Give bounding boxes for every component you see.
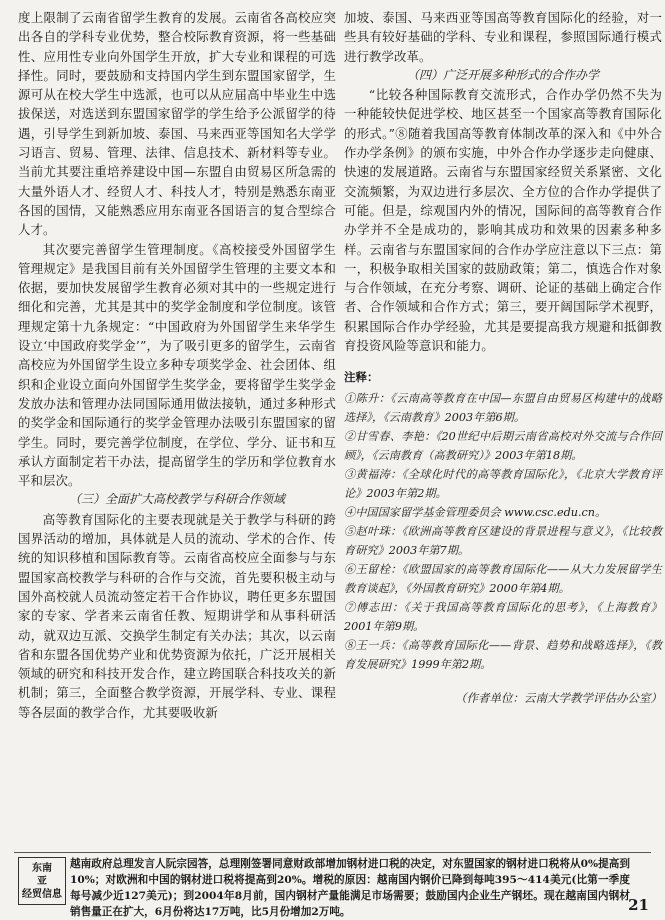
box-line: 经贸信息 (22, 888, 62, 900)
notes-title: 注释： (344, 370, 379, 385)
paragraph: 其次要完善留学生管理制度。《高校接受外国留学生管理规定》是我国目前有关外国留学生管理的主要文本和依据，要加快发展留学生教育必须对其中的一些规定进行细化和完善，尤其是其中的奖学金制度和学位制度。该管理规定第十九条规定：“中国政府为外国留学生来华学生设立‘中国政府奖学金’”，为了吸引更多的留学生，云南省高校应为外国留学生设立多种专项奖学金、社会团体、组织和企业设立面向外国留学生奖学金，要将留学生奖学金发放办法和管理办法同国际通用做法接轨，通过多种形式的奖学金和国际通行的奖学金管理办法吸引东盟国家的留学生。同时，要完善学位制度，在学位、学分、证书和互承认方面制定若干办法，提高留学生的学历和学位教育水平和层次。 (18, 241, 336, 489)
left-column (18, 8, 336, 722)
author-unit: （作者单位：云南大学教学评估办公室） (455, 691, 662, 706)
paragraph: “比较各种国际教育交流形式，合作办学仍然不失为一种能较快促进学校、地区甚至一个国家高等教育国际化的形式。”⑧随着我国高等教育体制改革的深入和《中外合作办学条例》的颁布实施，中外合作办学逐步走向健康、快速的发展道路。云南省与东盟国家经贸关系紧密、文化交流频繁，为双边进行多层次、全方位的合作办学提供了可能。但是，综观国内外的情况，国际间的高等教育合作办学并不全是成功的，影响其成功和效果的因素多种多样。云南省与东盟国家间的合作办学应注意以下三点：第一，积极争取相关国家的鼓励政策；第二，慎选合作对象与合作领域，在充分考察、调研、论证的基础上确定合作者、合作领域和合作方式；第三，要开阔国际学术视野，积累国际合作办学经验，尤其是要提高我方规避和抵御教育投资风险等意识和能力。 (344, 87, 662, 354)
paragraph: 高等教育国际化的主要表现就是关于教学与科研的跨国界活动的增加，具体就是人员的流动、学术的合作、传统的知识移植和国际教育等。云南省高校应全面参与与东盟国家高校教学与科研的合作与交流，首先要积极主动与国外高校就人员流动签定若干合作协议，聘任更多东盟国家的专家、学者来云南省任教、短期讲学和从事科研活动，就双边互派、交换学生制定有关办法；其次，以云南省和东盟各国优势产业和优势资源为依托，广泛开展相关领域的研究和科技开发合作，建立跨国联合科技攻关的新机制；第三，全面整合教学资源，开展学科、专业、课程等各层面的教学合作，尤其要吸收新 (18, 511, 336, 720)
note-item: ①陈升：《云南高等教育在中国—东盟自由贸易区构建中的战略选择》，《云南教育》2003年第6期。 (344, 392, 662, 425)
note-item: ⑤赵叶珠：《欧洲高等教育区建设的背景进程与意义》，《比较教育研究》2003年第7期。 (344, 525, 662, 558)
note-item: ③黄福涛：《全球化时代的高等教育国际化》，《北京大学教育评论》2003年第2期。 (344, 468, 662, 501)
paragraph: 度上限制了云南省留学生教育的发展。云南省各高校应突出各自的学科专业优势，整合校际教育资源，将一些基础性、应用性专业向外国学生开放，扩大专业和课程的可选择性。同时，要鼓励和支持国内学生到东盟国家留学，生源可从在校大学生中选派，也可以从应届高中毕业生中选拔保送，对选送到东盟国家留学的学生给予公派留学的待遇，引导学生到新加坡、泰国、马来西亚等国知名大学学习语言、贸易、管理、法律、信息技术、新材料等专业。当前尤其要注重培养建设中国—东盟自由贸易区所急需的大量外语人才、经贸人才、科技人才，特别是熟悉东南亚各国的国情，又能熟悉应用东南亚各国语言的复合型综合人才。 (18, 10, 336, 238)
box-line: 东南 (32, 862, 52, 874)
paragraph: 加坡、泰国、马来西亚等国高等教育国际化的经验，对一些具有较好基础的学科、专业和课程，参照国际通行模式进行教学改革。 (344, 10, 662, 64)
note-item: ⑦傅志田：《关于我国高等教育国际化的思考》，《上海教育》2001年第9期。 (344, 601, 662, 634)
section-heading: （四）广泛开展多种形式的合作办学 (406, 67, 599, 82)
footer-divider (14, 852, 651, 853)
page-number: 21 (628, 896, 649, 914)
note-item: ⑥王留栓：《欧盟国家的高等教育国际化——从大力发展留学生教育谈起》，《外国教育研究》2000年第4期。 (344, 563, 662, 596)
right-column (344, 8, 662, 706)
news-strip: 越南政府总理发言人阮宗园答，总理刚签署同意财政部增加钢材进口税的决定，对东盟国家的钢材进口税将从0%提高到10%；对欧洲和中国的钢材进口税将提高到20%。增税的原因：越南国内钢价已降到每吨395～414美元(比第一季度每号减少近127美元)；到2004年8月前，国内钢材产量能满足市场需要；鼓励国内企业生产钢坯。现在越南国内钢材销售量正在扩大，6月份将达17万吨，比5月份增加2万吨。 (70, 858, 630, 918)
news-box-logo (18, 857, 66, 905)
note-item: ④中国国家留学基金管理委员会 www.csc.edu.cn。 (344, 506, 607, 520)
note-item: ⑧王一兵：《高等教育国际化——背景、趋势和战略选择》，《教育发展研究》1999年第2期。 (344, 639, 662, 672)
note-item: ②甘雪春、李艳：《20世纪中后期云南省高校对外交流与合作回顾》，《云南教育（高教研究）》2003年第18期。 (344, 430, 662, 463)
notes-section (344, 369, 662, 674)
box-line: 亚 (37, 875, 47, 887)
section-heading: （三）全面扩大高校教学与科研合作领域 (68, 492, 285, 507)
